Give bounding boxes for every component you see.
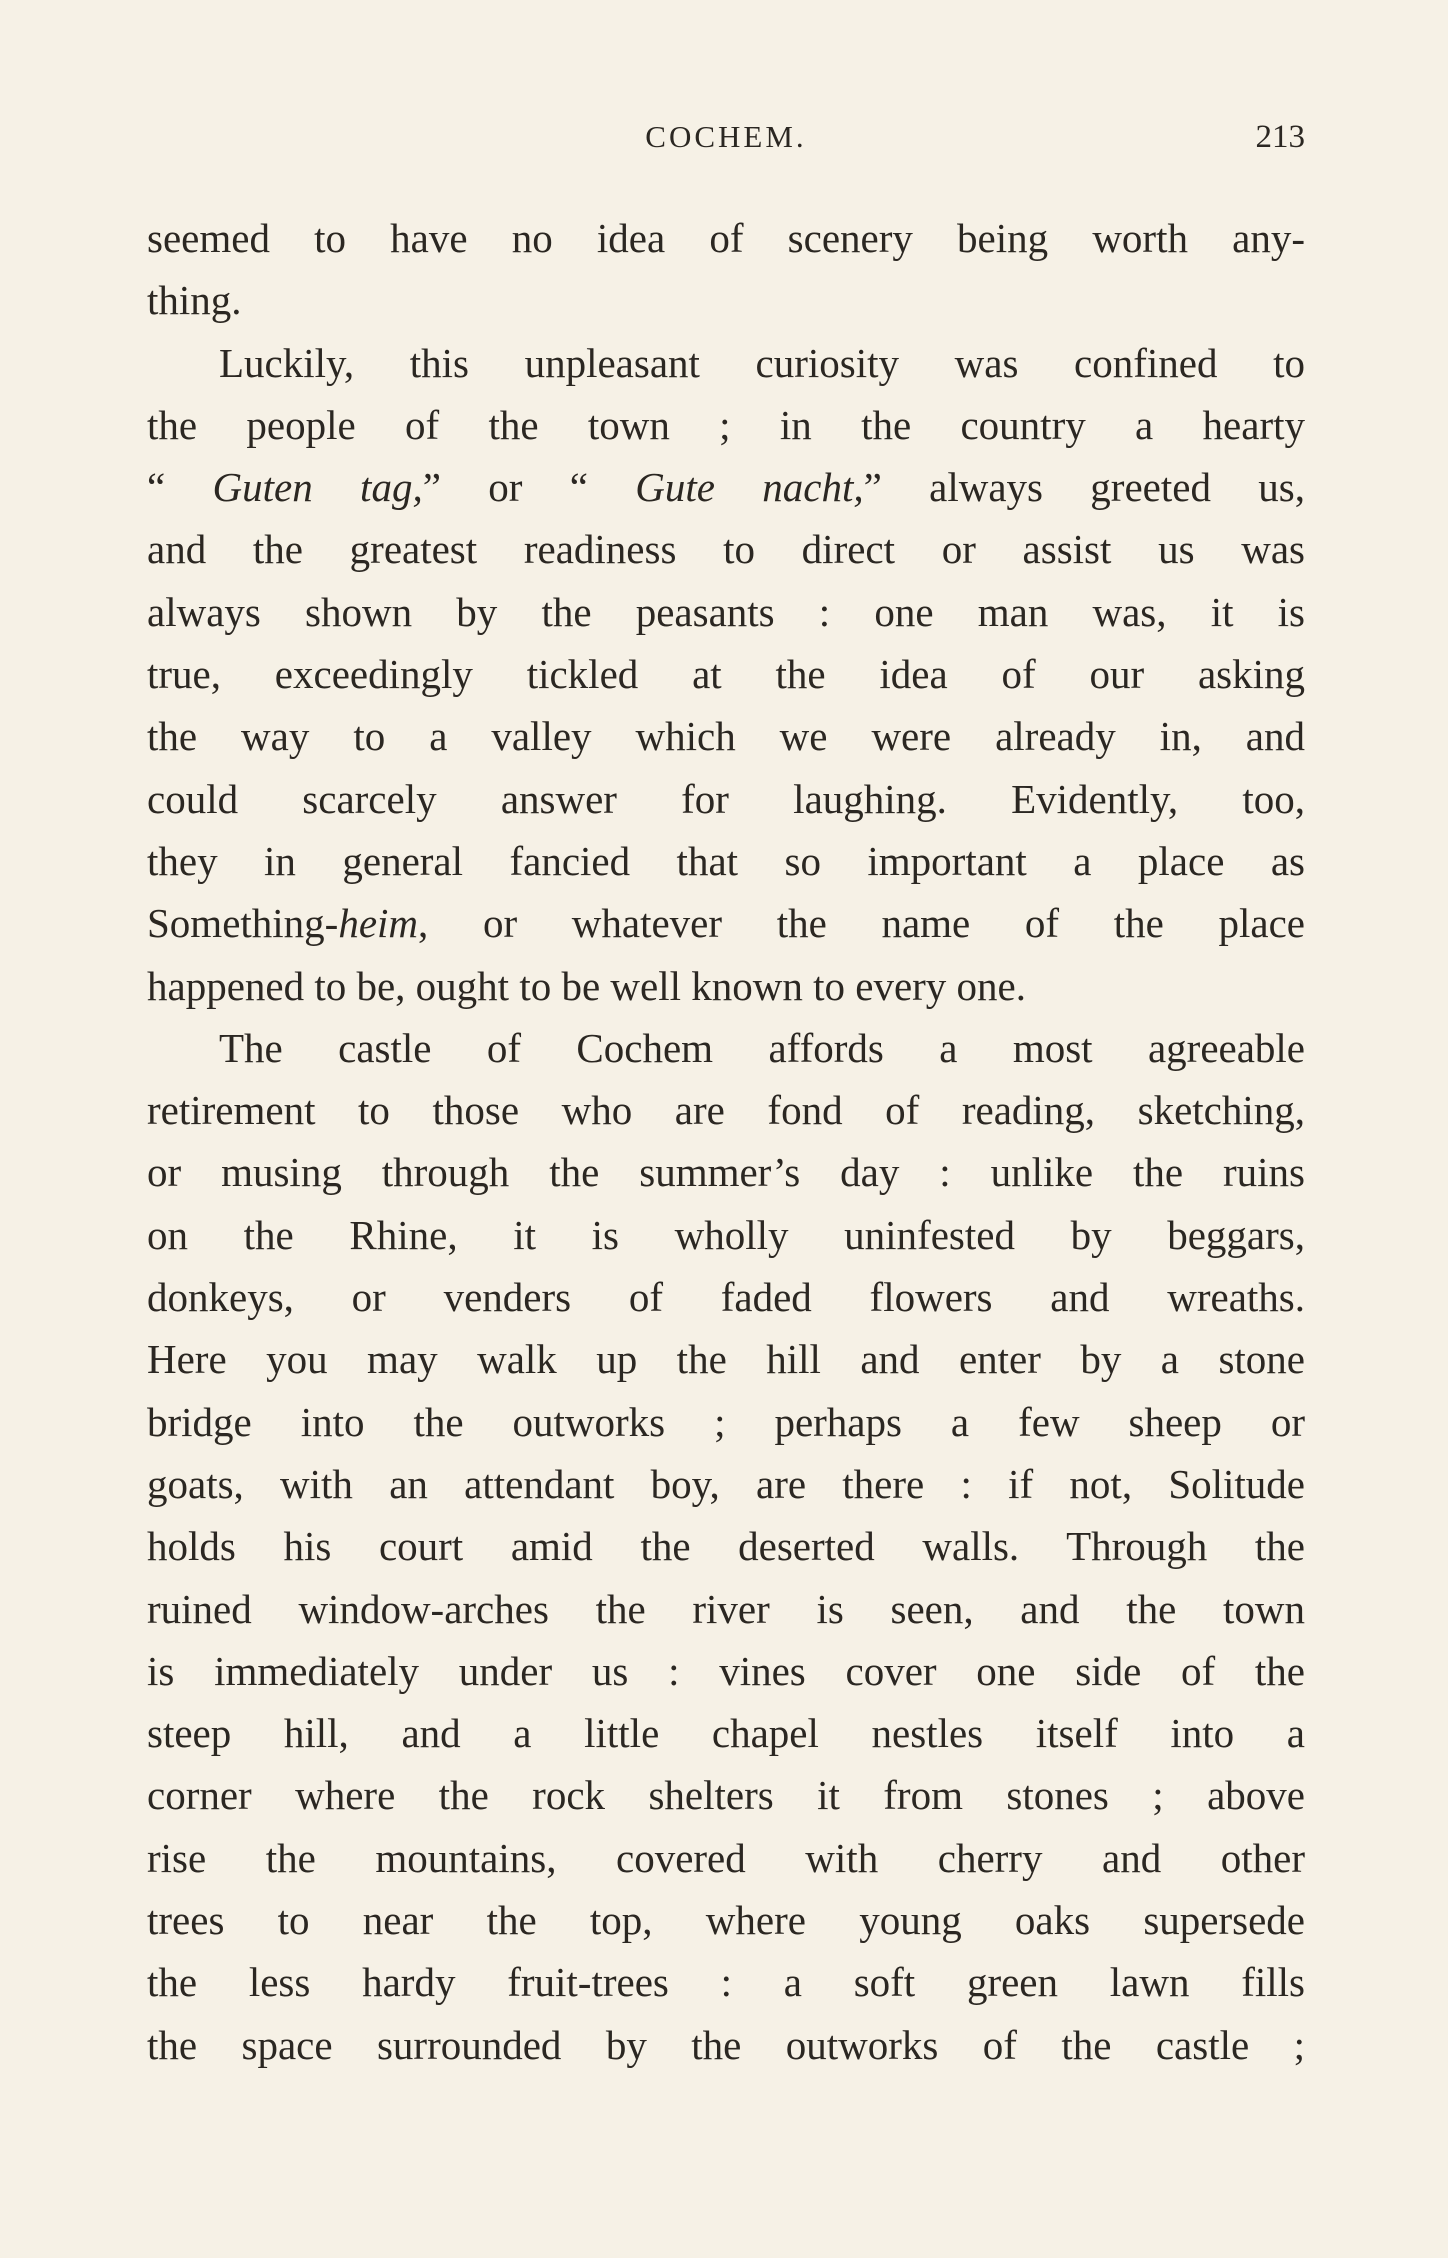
text-run: The castle of Cochem affords a most agreeable <box>219 1024 1305 1071</box>
text-run: always shown by the peasants : one man was, it is <box>147 588 1305 635</box>
text-run: could scarcely answer for laughing. Evidently, too, <box>147 775 1305 822</box>
text-run: holds his court amid the deserted walls. Through the <box>147 1523 1305 1570</box>
text-line <box>147 1889 1305 1951</box>
text-run: , or whatever the name of the place <box>418 900 1305 947</box>
text-line <box>147 1453 1305 1515</box>
text-run: goats, with an attendant boy, are there : if not, Solitude <box>147 1460 1305 1507</box>
text-run: Luckily, this unpleasant curiosity was confined to <box>219 339 1305 386</box>
text-line <box>147 1017 1305 1079</box>
text-line <box>147 1266 1305 1328</box>
page-number: 213 <box>1255 119 1305 155</box>
text-line <box>147 581 1305 643</box>
text-line <box>147 1702 1305 1764</box>
text-run: donkeys, or venders of faded flowers and wreaths. <box>147 1274 1305 1321</box>
text-line <box>147 1515 1305 1577</box>
text-run: or musing through the summer’s day : unlike the ruins <box>147 1149 1305 1196</box>
text-line <box>147 768 1305 830</box>
text-line <box>147 1079 1305 1141</box>
text-run: the space surrounded by the outworks of the castle ; <box>147 2021 1305 2068</box>
text-line <box>147 1328 1305 1390</box>
text-run: true, exceedingly tickled at the idea of our asking <box>147 651 1305 698</box>
text-run: ruined window-arches the river is seen, and the town <box>147 1585 1305 1632</box>
text-line <box>147 1141 1305 1203</box>
text-line <box>147 892 1305 954</box>
text-run: trees to near the top, where young oaks supersede <box>147 1897 1305 1944</box>
text-line <box>147 518 1305 580</box>
text-run: rise the mountains, covered with cherry and other <box>147 1834 1305 1881</box>
text-line <box>147 1827 1305 1889</box>
text-line <box>147 1578 1305 1640</box>
text-line <box>147 643 1305 705</box>
text-line <box>147 1951 1305 2013</box>
text-run: Here you may walk up the hill and enter by a stone <box>147 1336 1305 1383</box>
italic-phrase: Guten tag, <box>212 464 423 511</box>
text-run: happened to be, ought to be well known to every one. <box>147 962 1026 1009</box>
text-run: the less hardy fruit-trees : a soft green lawn fills <box>147 1959 1305 2006</box>
italic-phrase: Gute nacht, <box>635 464 864 511</box>
chapter-title: COCHEM. <box>645 119 807 154</box>
text-line <box>147 394 1305 456</box>
text-run: “ <box>147 464 213 511</box>
text-line <box>147 955 1305 1017</box>
text-run: corner where the rock shelters it from stones ; above <box>147 1772 1305 1819</box>
text-line <box>147 705 1305 767</box>
text-run: is immediately under us : vines cover one side of the <box>147 1647 1305 1694</box>
text-line <box>147 1391 1305 1453</box>
text-run: seemed to have no idea of scenery being worth any- <box>147 215 1305 261</box>
running-head <box>147 112 1305 162</box>
text-line <box>147 1204 1305 1266</box>
text-line <box>147 1640 1305 1702</box>
text-line <box>147 2014 1305 2076</box>
text-run: Something- <box>147 900 339 947</box>
italic-phrase: heim <box>338 900 419 947</box>
text-line <box>147 1764 1305 1826</box>
text-run: retirement to those who are fond of reading, sketching, <box>147 1087 1305 1134</box>
text-line <box>147 332 1305 394</box>
text-run: thing. <box>147 277 242 324</box>
text-run: steep hill, and a little chapel nestles itself into a <box>147 1710 1305 1757</box>
text-run: ” or “ <box>422 464 636 511</box>
text-run: the way to a valley which we were already in, and <box>147 713 1305 760</box>
text-line <box>147 830 1305 892</box>
text-line <box>147 207 1305 269</box>
text-run: on the Rhine, it is wholly uninfested by beggars, <box>147 1211 1305 1258</box>
text-run: ” always greeted us, <box>863 464 1305 511</box>
text-line <box>147 269 1305 331</box>
text-run: bridge into the outworks ; perhaps a few sheep or <box>147 1398 1305 1445</box>
text-run: the people of the town ; in the country a hearty <box>147 401 1305 448</box>
text-line <box>147 456 1305 518</box>
body-text <box>147 207 1305 2076</box>
text-run: they in general fancied that so important a place as <box>147 837 1305 884</box>
text-run: and the greatest readiness to direct or assist us was <box>147 526 1305 573</box>
